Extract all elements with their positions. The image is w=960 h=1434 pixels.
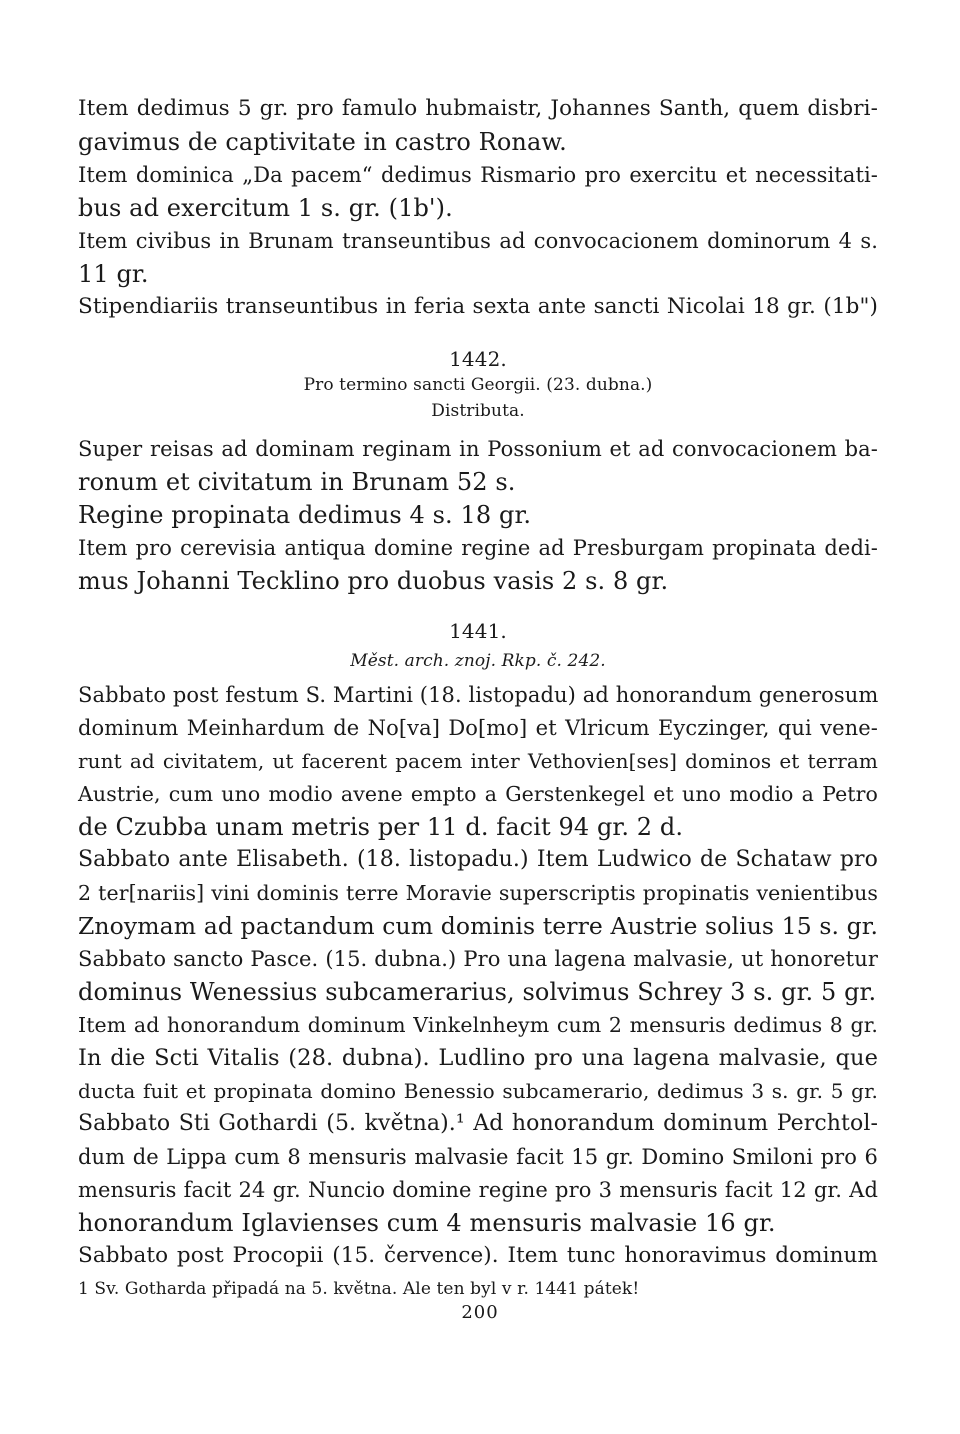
text-line: Item civibus in Brunam transeuntibus ad convocacionem dominorum 4 s. bbox=[78, 229, 878, 253]
text-line: Stipendiariis transeuntibus in feria sexta ante sancti Nicolai 18 gr. (1b") bbox=[78, 294, 878, 319]
section-label: Distributa. bbox=[431, 401, 525, 421]
text-line: Austrie, cum uno modio avene empto a Gerstenkegel et uno modio a Petro bbox=[78, 782, 878, 806]
text-line: mus Johanni Tecklino pro duobus vasis 2 s. 8 gr. bbox=[78, 567, 669, 595]
text-line: Super reisas ad dominam reginam in Possonium et ad convocacionem ba- bbox=[78, 437, 878, 461]
text-line: honorandum Iglavienses cum 4 mensuris malvasie 16 gr. bbox=[78, 1209, 776, 1237]
text-line: runt ad civitatem, ut facerent pacem inter Vethovien[ses] dominos et terram bbox=[78, 749, 878, 773]
text-line: Znoymam ad pactandum cum dominis terre Austrie solius 15 s. gr. bbox=[78, 912, 879, 940]
text-line: Sabbato sancto Pasce. (15. dubna.) Pro una lagena malvasie, ut honoretur bbox=[78, 947, 878, 971]
text-line: Item dominica „Da pacem“ dedimus Rismario pro exercitu et necessitati- bbox=[78, 163, 878, 187]
text-line: dum de Lippa cum 8 mensuris malvasie facit 15 gr. Domino Smiloni pro 6 bbox=[78, 1145, 878, 1169]
text-line: In die Scti Vitalis (28. dubna). Ludlino pro una lagena malvasie, que bbox=[78, 1045, 878, 1071]
section-term: Pro termino sancti Georgii. (23. dubna.) bbox=[303, 375, 653, 395]
text-line: 2 ter[nariis] vini dominis terre Moravie superscriptis propinatis venientibus bbox=[78, 881, 878, 905]
text-line: ronum et civitatum in Brunam 52 s. bbox=[78, 468, 516, 496]
text-line: dominum Meinhardum de No[va] Do[mo] et Vlricum Eyczinger, qui vene- bbox=[78, 716, 878, 740]
text-line: 11 gr. bbox=[78, 260, 149, 288]
text-line: Item ad honorandum dominum Vinkelnheym cum 2 mensuris dedimus 8 gr. bbox=[78, 1013, 878, 1037]
text-line: mensuris facit 24 gr. Nuncio domine regine pro 3 mensuris facit 12 gr. Ad bbox=[78, 1178, 878, 1202]
archive-source: Měst. arch. znoj. Rkp. č. 242. bbox=[350, 651, 606, 671]
text-line: Sabbato Sti Gothardi (5. května).¹ Ad honorandum dominum Perchtol- bbox=[78, 1111, 878, 1136]
text-line: dominus Wenessius subcamerarius, solvimus Schrey 3 s. gr. 5 gr. bbox=[78, 978, 877, 1006]
text-line: ducta fuit et propinata domino Benessio subcamerario, dedimus 3 s. gr. 5 gr. bbox=[78, 1079, 878, 1103]
text-line: Item dedimus 5 gr. pro famulo hubmaistr, Johannes Santh, quem disbri- bbox=[78, 96, 878, 121]
text-line: Sabbato post Procopii (15. července). Item tunc honoravimus dominum bbox=[78, 1243, 878, 1268]
text-line: Sabbato ante Elisabeth. (18. listopadu.) Item Ludwico de Schataw pro bbox=[78, 847, 878, 872]
text-line: de Czubba unam metris per 11 d. facit 94 gr. 2 d. bbox=[78, 813, 684, 841]
footnote: 1 Sv. Gotharda připadá na 5. května. Ale ten byl v r. 1441 pátek! bbox=[78, 1279, 640, 1299]
text-line: Regine propinata dedimus 4 s. 18 gr. bbox=[78, 501, 532, 529]
section-year: 1442. bbox=[449, 347, 507, 371]
page-number: 200 bbox=[461, 1302, 499, 1323]
section-year: 1441. bbox=[449, 619, 507, 643]
text-line: Sabbato post festum S. Martini (18. listopadu) ad honorandum generosum bbox=[78, 683, 879, 707]
text-line: bus ad exercitum 1 s. gr. (1b'). bbox=[78, 194, 453, 222]
text-line: gavimus de captivitate in castro Ronaw. bbox=[78, 128, 567, 156]
text-line: Item pro cerevisia antiqua domine regine ad Presburgam propinata dedi- bbox=[78, 536, 878, 560]
